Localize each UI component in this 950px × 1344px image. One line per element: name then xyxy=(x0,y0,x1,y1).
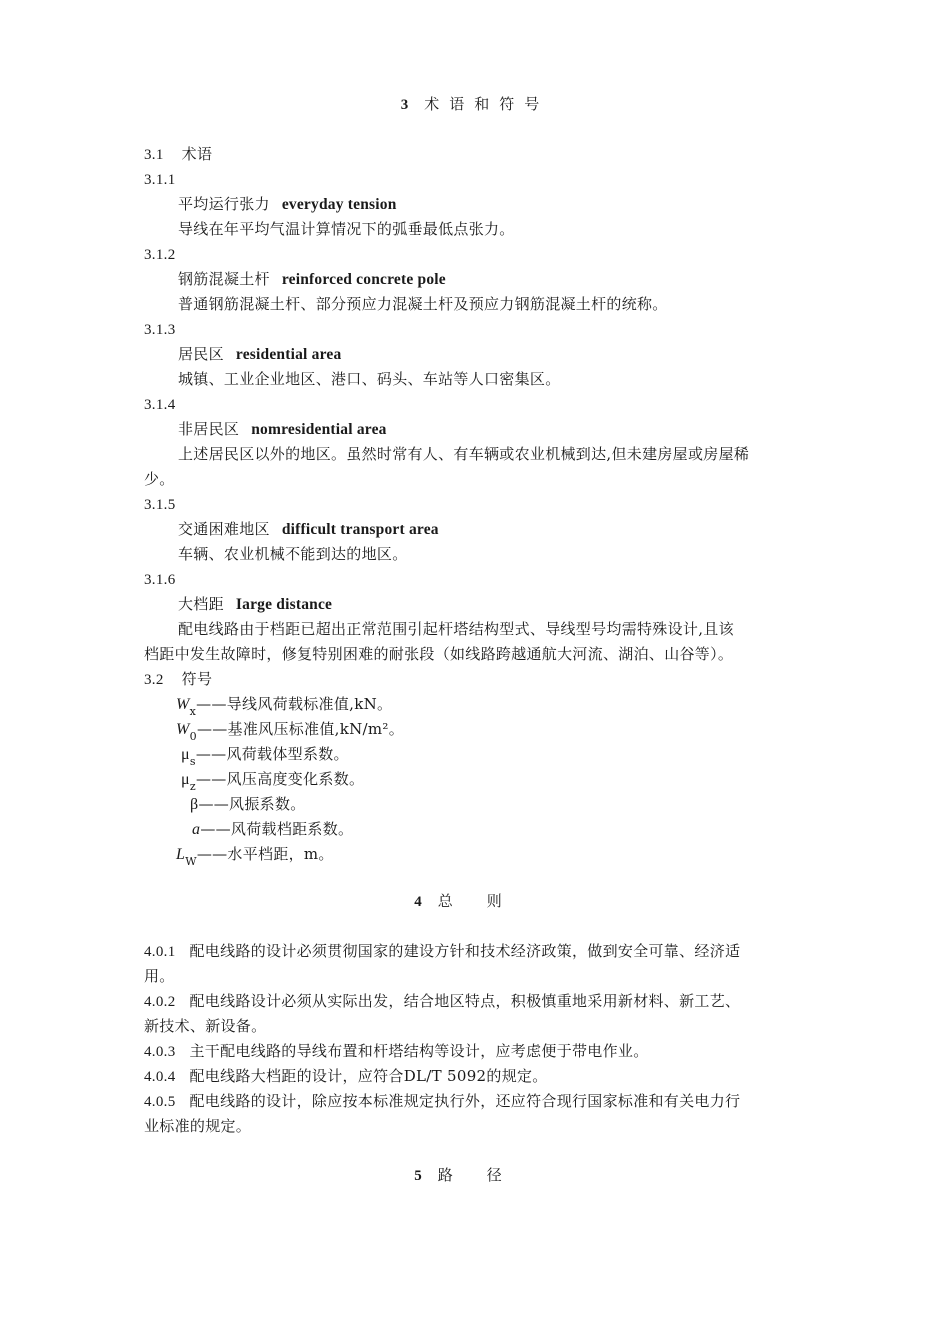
term-zh: 非居民区 xyxy=(178,420,240,438)
section-3-heading xyxy=(0,94,950,115)
clause-text-continued: 用。 xyxy=(144,967,175,985)
clause-number: 3.1.1 xyxy=(144,172,176,188)
symbol-description: ——水平档距，m。 xyxy=(196,845,334,863)
term-en: nomresidential area xyxy=(251,421,387,438)
section-number: 5 xyxy=(414,1168,422,1184)
clause-text: 配电线路的设计，除应按本标准规定执行外，还应符合现行国家标准和有关电力行 xyxy=(189,1092,741,1110)
term-zh: 大档距 xyxy=(178,595,224,613)
section-title: 术语和符号 xyxy=(424,95,550,113)
term-number xyxy=(144,569,816,590)
term-name xyxy=(178,594,816,615)
term-en: reinforced concrete pole xyxy=(281,271,446,288)
term-number xyxy=(144,169,816,190)
term-definition: 车辆、农业机械不能到达的地区。 xyxy=(178,545,408,563)
term-en: difficult transport area xyxy=(281,521,439,538)
term-en: residential area xyxy=(235,346,342,363)
term-zh: 平均运行张力 xyxy=(178,195,270,213)
section-number: 4 xyxy=(414,894,422,910)
symbol-row xyxy=(176,844,848,866)
term-name xyxy=(178,194,816,215)
term-number xyxy=(144,244,816,265)
term-definition: 导线在年平均气温计算情况下的弧垂最低点张力。 xyxy=(178,220,515,238)
symbol: μ xyxy=(181,771,190,788)
clause-text: 配电线路大档距的设计，应符合DL/T 5092的规定。 xyxy=(189,1067,548,1085)
clause-text-continued: 业标准的规定。 xyxy=(144,1117,252,1135)
symbol-description: ——导线风荷载标准值,kN。 xyxy=(196,695,393,713)
clause-label: 符号 xyxy=(181,670,213,688)
section-4-heading xyxy=(0,891,950,912)
clause-number: 4.0.1 xyxy=(144,944,176,960)
term-zh: 钢筋混凝土杆 xyxy=(178,270,270,288)
clause-number: 3.2 xyxy=(144,672,164,688)
symbol-subscript: s xyxy=(189,755,196,768)
symbol: μ xyxy=(181,746,190,763)
term-definition: 城镇、工业企业地区、港口、码头、车站等人口密集区。 xyxy=(178,370,561,388)
clause-number: 4.0.3 xyxy=(144,1044,176,1060)
symbol-row xyxy=(181,744,853,766)
symbol-row xyxy=(192,819,864,841)
term-definition: 普通钢筋混凝土杆、部分预应力混凝土杆及预应力钢筋混凝土杆的统称。 xyxy=(178,295,668,313)
term-number xyxy=(144,394,816,415)
term-definition: 上述居民区以外的地区。虽然时常有人、有车辆或农业机械到达,但未建房屋或房屋稀 xyxy=(178,445,750,463)
clause-text-continued: 新技术、新设备。 xyxy=(144,1017,267,1035)
clause-4-0-3 xyxy=(144,1041,816,1062)
clause-number: 3.1.4 xyxy=(144,397,176,413)
clause-number: 4.0.2 xyxy=(144,994,176,1010)
clause-4-0-5 xyxy=(144,1091,816,1112)
term-zh: 居民区 xyxy=(178,345,224,363)
terms-header xyxy=(144,144,816,165)
term-definition-continued: 少。 xyxy=(144,470,175,488)
term-definition-continued: 档距中发生故障时，修复特别困难的耐张段（如线路跨越通航大河流、湖泊、山谷等）。 xyxy=(144,645,734,663)
term-number xyxy=(144,494,816,515)
symbol: W xyxy=(176,721,190,738)
term-en: Iarge distance xyxy=(235,596,333,613)
symbol-row xyxy=(176,719,848,741)
term-name xyxy=(178,344,816,365)
symbol-row xyxy=(190,794,862,816)
clause-4-0-2 xyxy=(144,991,816,1012)
clause-number: 3.1.2 xyxy=(144,247,176,263)
section-5-heading xyxy=(0,1165,950,1186)
term-name xyxy=(178,419,816,440)
symbol-description: ——基准风压标准值,kN/m²。 xyxy=(196,720,405,738)
section-title: 路径 xyxy=(437,1166,536,1184)
clause-number: 3.1.6 xyxy=(144,572,176,588)
clause-4-0-1 xyxy=(144,941,816,962)
clause-number: 3.1 xyxy=(144,147,164,163)
symbol-row xyxy=(181,769,853,791)
section-number: 3 xyxy=(400,97,409,113)
symbols-header xyxy=(144,669,816,690)
section-title: 总则 xyxy=(437,892,536,910)
clause-number: 4.0.4 xyxy=(144,1069,176,1085)
clause-number: 3.1.5 xyxy=(144,497,176,513)
clause-number: 3.1.3 xyxy=(144,322,176,338)
term-name xyxy=(178,519,816,540)
symbol-description: ——风振系数。 xyxy=(198,795,306,813)
symbol-description: ——风荷载体型系数。 xyxy=(195,745,349,763)
clause-number: 4.0.5 xyxy=(144,1094,176,1110)
term-number xyxy=(144,319,816,340)
symbol-description: ——风压高度变化系数。 xyxy=(196,770,365,788)
clause-text: 配电线路设计必须从实际出发，结合地区特点，积极慎重地采用新材料、新工艺、 xyxy=(189,992,741,1010)
symbol-subscript: W xyxy=(185,855,197,868)
clause-text: 主干配电线路的导线布置和杆塔结构等设计，应考虑便于带电作业。 xyxy=(189,1042,649,1060)
symbol-row xyxy=(176,694,848,716)
term-definition: 配电线路由于档距已超出正常范围引起杆塔结构型式、导线型号均需特殊设计,且该 xyxy=(178,620,734,638)
symbol: W xyxy=(176,696,190,713)
symbol-subscript: 0 xyxy=(189,730,197,743)
symbol: a xyxy=(192,821,201,838)
symbol: β xyxy=(190,796,199,813)
clause-label: 术语 xyxy=(181,145,213,163)
clause-text: 配电线路的设计必须贯彻国家的建设方针和技术经济政策，做到安全可靠、经济适 xyxy=(189,942,741,960)
term-zh: 交通困难地区 xyxy=(178,520,270,538)
term-en: everyday tension xyxy=(281,196,397,213)
symbol: L xyxy=(176,846,186,863)
clause-4-0-4 xyxy=(144,1066,816,1087)
term-name xyxy=(178,269,816,290)
symbol-description: ——风荷载档距系数。 xyxy=(200,820,354,838)
symbol-subscript: z xyxy=(189,780,196,793)
symbol-subscript: x xyxy=(189,705,197,718)
